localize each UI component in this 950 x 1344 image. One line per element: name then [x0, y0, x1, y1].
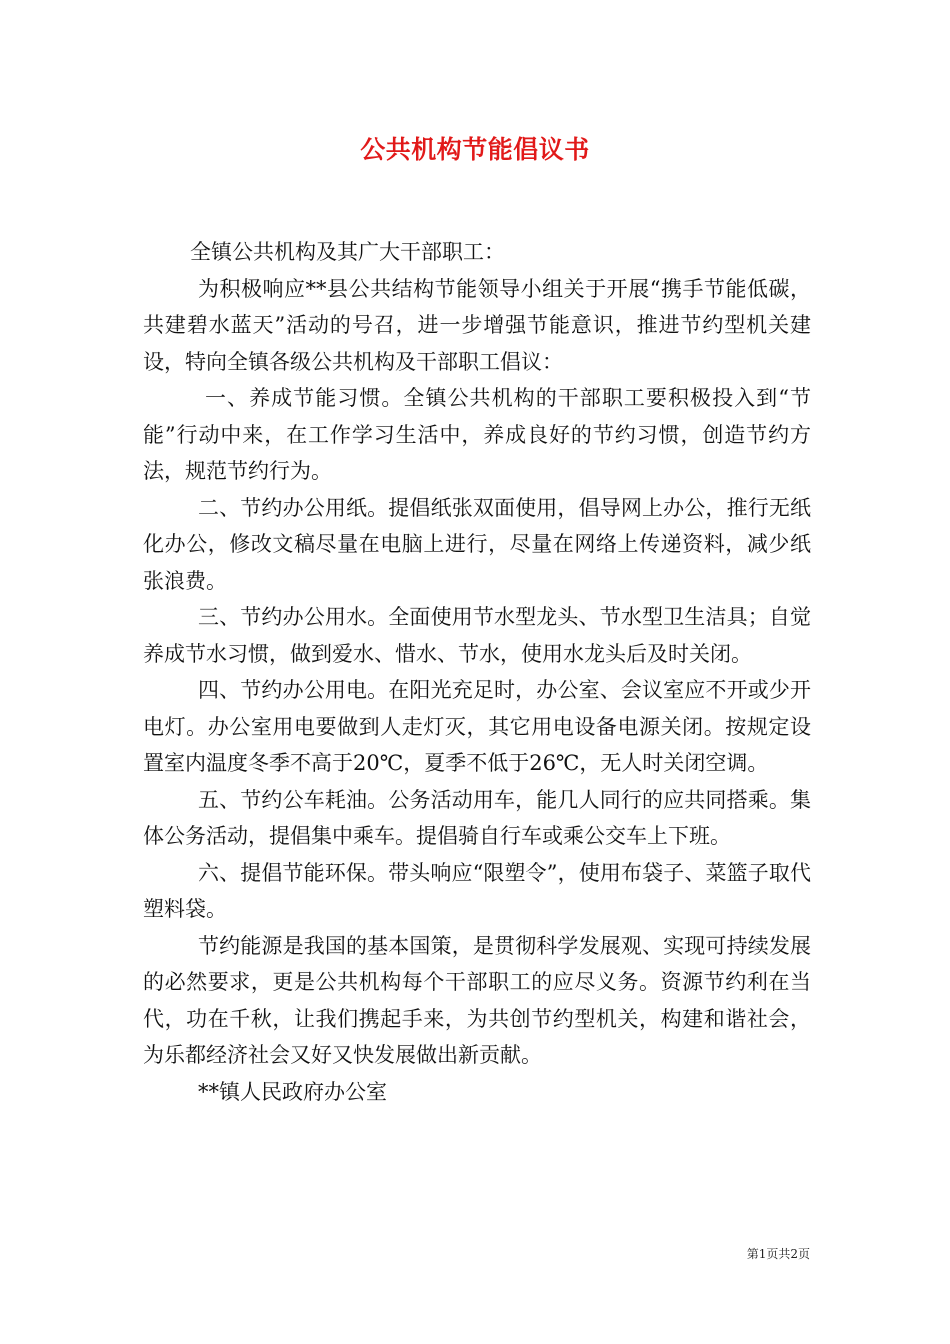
closing-paragraph: 节约能源是我国的基本国策，是贯彻科学发展观、实现可持续发展的必然要求，更是公共机构每个干部职工的应尽义务。资源节约利在当代，功在千秋，让我们携起手来，为共创节约型机关，构建和谐社会，为乐都经济社会又好又快发展做出新贡献。 — [143, 933, 811, 1067]
page-number: 第1页共2页 — [746, 1247, 810, 1261]
item-4-paragraph: 四、节约办公用电。在阳光充足时，办公室、会议室应不开或少开电灯。办公室用电要做到人走灯灭，其它用电设备电源关闭。按规定设置室内温度冬季不高于20℃，夏季不低于26℃，无人时关闭空调。 — [143, 678, 811, 775]
item-3-paragraph: 三、节约办公用水。全面使用节水型龙头、节水型卫生洁具；自觉养成节水习惯，做到爱水、惜水、节水，使用水龙头后及时关闭。 — [143, 605, 811, 666]
document-body — [143, 234, 811, 1110]
item-1-paragraph: 一、养成节能习惯。全镇公共机构的干部职工要积极投入到“节能”行动中来，在工作学习生活中，养成良好的节约习惯，创造节约方法，规范节约行为。 — [143, 386, 811, 483]
intro-paragraph: 为积极响应**县公共结构节能领导小组关于开展“携手节能低碳，共建碧水蓝天”活动的号召，进一步增强节能意识，推进节约型机关建设，特向全镇各级公共机构及干部职工倡议： — [143, 276, 811, 374]
salutation: 全镇公共机构及其广大干部职工： — [190, 240, 505, 264]
signature: **镇人民政府办公室 — [198, 1079, 387, 1104]
item-5-paragraph: 五、节约公车耗油。公务活动用车，能几人同行的应共同搭乘。集体公务活动，提倡集中乘车。提倡骑自行车或乘公交车上下班。 — [143, 787, 811, 848]
item-2-paragraph: 二、节约办公用纸。提倡纸张双面使用，倡导网上办公，推行无纸化办公，修改文稿尽量在电脑上进行，尽量在网络上传递资料，减少纸张浪费。 — [143, 495, 811, 593]
item-6-paragraph: 六、提倡节能环保。带头响应“限塑令”，使用布袋子、菜篮子取代塑料袋。 — [143, 860, 811, 921]
document-title: 公共机构节能倡议书 — [360, 135, 590, 164]
